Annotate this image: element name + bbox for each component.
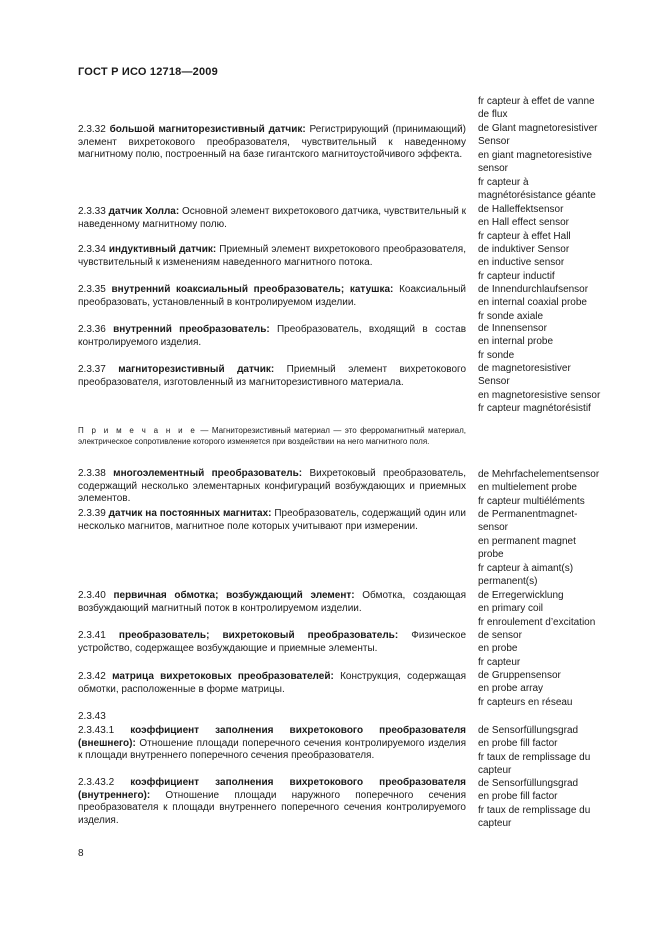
term-2-3-43-2: 2.3.43.2 коэффициент заполнения вихретокового преобразователя (внутреннего): Отношение площади наружного поперечного сечения преобразователя к площади внутреннего поперечного сечения контролируемого изделия. xyxy=(78,777,467,826)
translations-2-3-38: de Mehrfachelementsensor en multielement probe fr capteur multiéléments xyxy=(478,469,600,507)
translations-2-3-36: de Innensensor en internal probe fr sonde xyxy=(478,323,554,361)
translations-2-3-42: de Gruppensensor en probe array fr capteurs en réseau xyxy=(478,670,573,708)
translations-2-3-41: de sensor en probe fr capteur xyxy=(478,630,522,668)
note: П р и м е ч а н и е — Магниторезистивный материал — это ферромагнитный материал, электрическое сопротивление которого изменяется при воздействии на него магнитного поля. xyxy=(78,426,467,446)
translations-2-3-40: de Erregerwicklung en primary coil fr enroulement d’excitation xyxy=(478,590,596,628)
term-2-3-33: 2.3.33 датчик Холла: Основной элемент вихретокового датчика, чувствительный к наведенному магнитному полю. xyxy=(78,206,466,230)
translations-0: fr capteur à effet de vanne de flux xyxy=(478,96,595,121)
term-2-3-39: 2.3.39 датчик на постоянных магнитах: Преобразователь, содержащий один или несколько магнитов, магнитное поле которых учитывают при измерении. xyxy=(78,508,466,532)
translations-2-3-34: de induktiver Sensor en inductive sensor fr capteur inductif xyxy=(478,244,570,282)
term-2-3-43-1: 2.3.43.1 коэффициент заполнения вихретокового преобразователя (внешнего): Отношение площади поперечного сечения контролируемого изделия к площади внутреннего поперечного сечения преобразователя. xyxy=(78,725,467,762)
term-2-3-32: 2.3.32 большой магниторезистивный датчик: Регистрирующий (принимающий) элемент вихретокового преобразователя, чувствительный к наведенному магнитному полю, построенный на базе гигантского магнитоустойчивого эффекта. xyxy=(78,124,467,161)
term-2-3-41: 2.3.41 преобразователь; вихретоковый преобразователь: Физическое устройство, содержащее возбуждающие и приемные элементы. xyxy=(78,630,467,654)
translations-2-3-35: de Innendurchlaufsensor en internal coaxial probe fr sonde axiale xyxy=(478,284,589,322)
term-2-3-34: 2.3.34 индуктивный датчик: Приемный элемент вихретокового преобразователя, чувствительный к изменениям наведенного магнитного потока. xyxy=(78,244,466,268)
translations-2-3-32: de Glant magnetoresistiver Sensor en giant magnetoresistive sensor fr capteur à magnétorésistance géante xyxy=(478,123,598,202)
translations-2-3-33: de Halleffektsensor en Hall effect sensor fr capteur à effet Hall xyxy=(478,204,571,242)
term-2-3-36: 2.3.36 внутренний преобразователь: Преобразователь, входящий в состав контролируемого изделия. xyxy=(78,324,467,348)
translations-2-3-39: de Permanentmagnet- sensor en permanent magnet probe fr capteur à aimant(s) permanent(s) xyxy=(478,509,578,588)
translations-2-3-43-1: de Sensorfüllungsgrad en probe fill factor fr taux de remplissage du capteur xyxy=(478,725,591,777)
page-number: 8 xyxy=(78,848,84,859)
term-2-3-40: 2.3.40 первичная обмотка; возбуждающий элемент: Обмотка, создающая возбуждающий магнитный поток в контролируемом изделии. xyxy=(78,590,466,614)
translations-2-3-43-2: de Sensorfüllungsgrad en probe fill factor fr taux de remplissage du capteur xyxy=(478,778,591,830)
page-header: ГОСТ Р ИСО 12718—2009 xyxy=(78,66,218,78)
term-2-3-37: 2.3.37 магниторезистивный датчик: Приемный элемент вихретокового преобразователя, изготовленный из магниторезистивного материала. xyxy=(78,364,467,388)
term-2-3-38: 2.3.38 многоэлементный преобразователь: Вихретоковый преобразователь, содержащий несколько элементарных конфигураций возбуждающих и приемных элементов. xyxy=(78,468,466,505)
section-2-3-43: 2.3.43 xyxy=(78,711,106,722)
translations-2-3-37: de magnetoresistiver Sensor en magnetoresistive sensor fr capteur magnétorésistif xyxy=(478,363,601,415)
term-2-3-35: 2.3.35 внутренний коаксиальный преобразователь; катушка: Коаксиальный преобразовать, установленный в контролируемом изделии. xyxy=(78,284,467,308)
term-2-3-42: 2.3.42 матрица вихретоковых преобразователей: Конструкция, содержащая обмотки, расположенные в форме матрицы. xyxy=(78,671,467,695)
